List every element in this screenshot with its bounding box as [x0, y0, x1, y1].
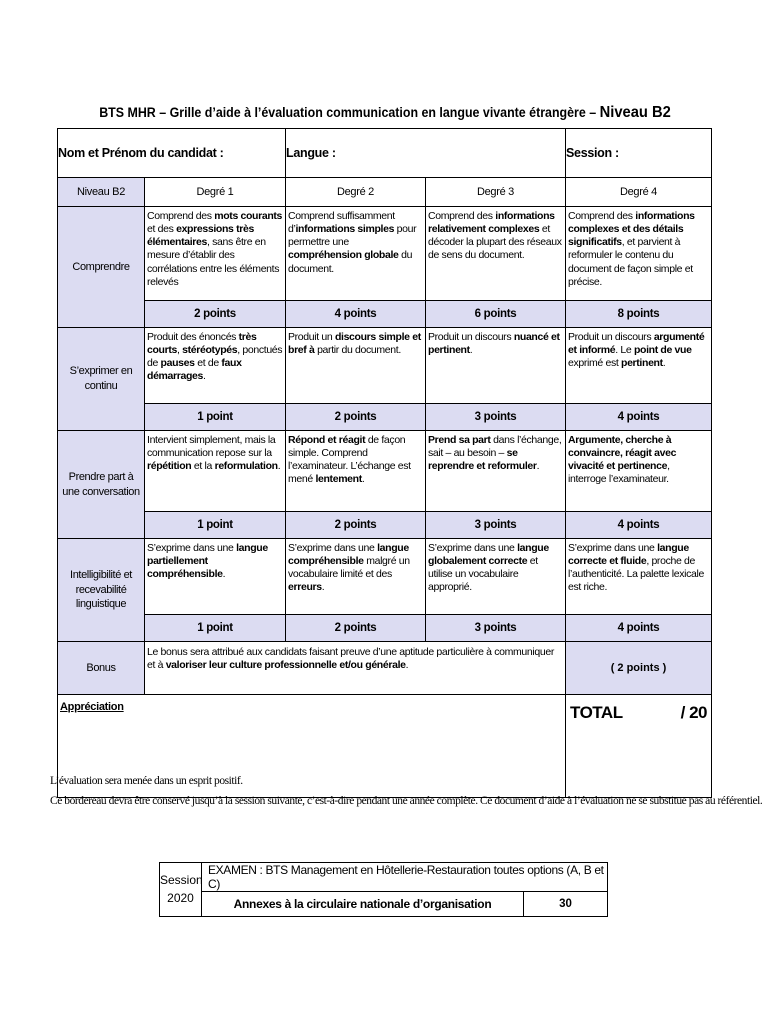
footer-exam: EXAMEN : BTS Management en Hôtellerie-Restauration toutes options (A, B et C): [202, 863, 608, 892]
bonus-points[interactable]: ( 2 points ): [566, 642, 712, 695]
descriptor: S’exprime dans une langue partiellement compréhensible.: [145, 539, 286, 615]
bonus-row: [58, 642, 712, 695]
descriptor: Comprend des mots courants et des expressions très élémentaires, sans être en mesure d’établir des corrélations entre les éléments relevés: [145, 207, 286, 301]
candidate-name-field[interactable]: Nom et Prénom du candidat :: [58, 129, 286, 178]
descriptor: Produit un discours argumenté et informé. Le point de vue exprimé est pertinent.: [566, 328, 712, 404]
degree-3-header: Degré 3: [426, 178, 566, 207]
candidate-header-row: [58, 129, 712, 178]
points-cell[interactable]: 2 points: [145, 301, 286, 328]
descriptor: Intervient simplement, mais la communication repose sur la répétition et la reformulation.: [145, 431, 286, 512]
footer-session-label: Session: [160, 873, 203, 888]
points-cell[interactable]: 6 points: [426, 301, 566, 328]
descriptor: Comprend suffisamment d’informations simples pour permettre une compréhension globale du document.: [286, 207, 426, 301]
points-cell[interactable]: 4 points: [286, 301, 426, 328]
points-cell[interactable]: 3 points: [426, 615, 566, 642]
points-cell[interactable]: 1 point: [145, 404, 286, 431]
total-score: / 20: [680, 703, 707, 722]
total-field[interactable]: [566, 695, 712, 798]
descriptor: Argumente, cherche à convaincre, réagit avec vivacité et pertinence, interroge l’examinateur.: [566, 431, 712, 512]
criterion-row: [58, 207, 712, 301]
criterion-row: [58, 328, 712, 404]
total-label: TOTAL: [570, 703, 623, 722]
points-row: [58, 615, 712, 642]
degree-4-header: Degré 4: [566, 178, 712, 207]
points-cell[interactable]: 2 points: [286, 615, 426, 642]
footer-session: [160, 863, 202, 917]
points-cell[interactable]: 4 points: [566, 404, 712, 431]
points-cell[interactable]: 3 points: [426, 404, 566, 431]
descriptor: Produit un discours nuancé et pertinent.: [426, 328, 566, 404]
points-cell[interactable]: 8 points: [566, 301, 712, 328]
points-cell[interactable]: 4 points: [566, 615, 712, 642]
footer-box: [159, 862, 608, 917]
descriptor: S’exprime dans une langue compréhensible malgré un vocabulaire limité et des erreurs.: [286, 539, 426, 615]
points-cell[interactable]: 3 points: [426, 512, 566, 539]
degree-header-row: [58, 178, 712, 207]
page-title: [86, 104, 684, 122]
evaluation-grid: [57, 128, 712, 798]
title-main: BTS MHR – Grille d’aide à l’évaluation communication en langue vivante étrangère –: [99, 105, 597, 120]
criterion-name: Prendre part à une conversation: [58, 431, 145, 539]
session-field[interactable]: Session :: [566, 129, 712, 178]
points-row: [58, 512, 712, 539]
criterion-row: [58, 539, 712, 615]
criterion-row: [58, 431, 712, 512]
appreciation-label: Appréciation: [60, 701, 124, 713]
points-cell[interactable]: 2 points: [286, 404, 426, 431]
descriptor: S’exprime dans une langue correcte et fluide, proche de l’authenticité. La palette lexicale est riche.: [566, 539, 712, 615]
footer-session-year: 2020: [167, 890, 194, 905]
degree-1-header: Degré 1: [145, 178, 286, 207]
criterion-name: Comprendre: [58, 207, 145, 328]
descriptor: Comprend des informations complexes et des détails significatifs, et parvient à reformuler le contenu du document de façon simple et précise.: [566, 207, 712, 301]
descriptor: Répond et réagit de façon simple. Comprend l’examinateur. L’échange est mené lentement.: [286, 431, 426, 512]
criterion-name: S’exprimer en continu: [58, 328, 145, 431]
descriptor: Prend sa part dans l’échange, sait – au besoin – se reprendre et reformuler.: [426, 431, 566, 512]
points-cell[interactable]: 1 point: [145, 615, 286, 642]
langue-field[interactable]: Langue :: [286, 129, 566, 178]
descriptor: S’exprime dans une langue globalement correcte et utilise un vocabulaire approprié.: [426, 539, 566, 615]
points-cell[interactable]: 2 points: [286, 512, 426, 539]
note-conservation: Ce bordereau devra être conservé jusqu’à la session suivante, c’est-à-dire pendant une année complète. Ce document d’aide à l’évaluation ne se substitue pas au référentiel.: [50, 795, 763, 807]
footer-annex: Annexes à la circulaire nationale d’organisation: [202, 892, 524, 917]
bonus-description: Le bonus sera attribué aux candidats faisant preuve d’une aptitude particulière à communiquer et à valoriser leur culture professionnelle et/ou générale.: [145, 642, 566, 695]
points-cell[interactable]: 1 point: [145, 512, 286, 539]
criterion-name: Intelligibilité et recevabilité linguistique: [58, 539, 145, 642]
title-level: Niveau B2: [599, 104, 671, 121]
degree-2-header: Degré 2: [286, 178, 426, 207]
bonus-label: Bonus: [58, 642, 145, 695]
descriptor: Produit un discours simple et bref à partir du document.: [286, 328, 426, 404]
descriptor: Comprend des informations relativement complexes et décoder la plupart des réseaux de sens du document.: [426, 207, 566, 301]
level-header: Niveau B2: [58, 178, 145, 207]
points-row: [58, 301, 712, 328]
points-cell[interactable]: 4 points: [566, 512, 712, 539]
descriptor: Produit des énoncés très courts, stéréotypés, ponctués de pauses et de faux démarrages.: [145, 328, 286, 404]
note-positive: L’évaluation sera menée dans un esprit positif.: [50, 775, 243, 787]
points-row: [58, 404, 712, 431]
footer-page-number: 30: [524, 892, 608, 917]
